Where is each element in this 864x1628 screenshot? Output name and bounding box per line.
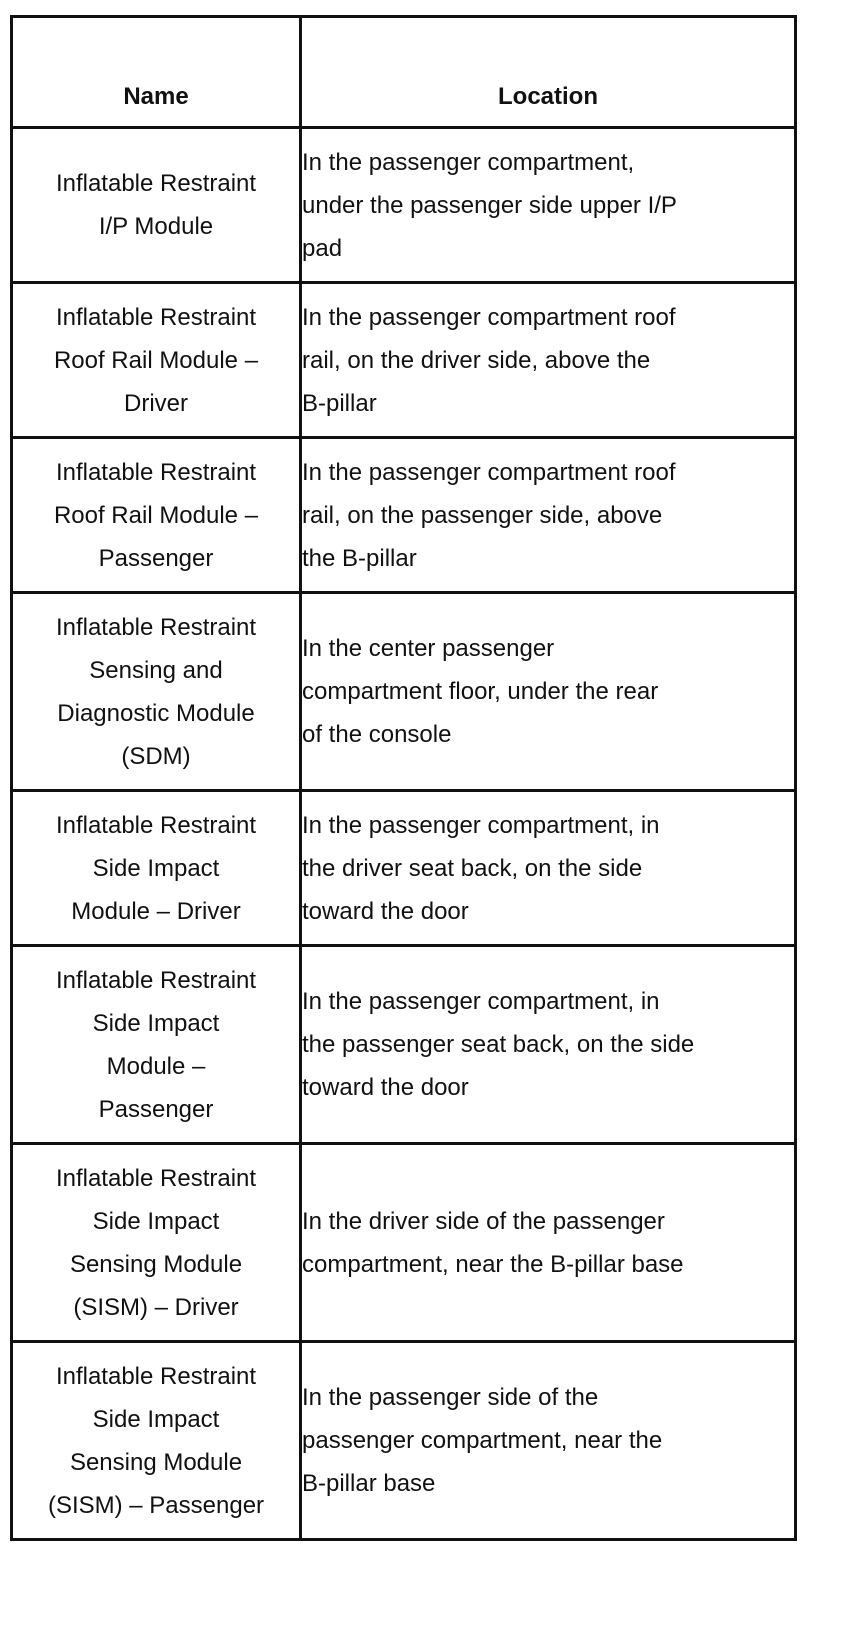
name-cell	[12, 593, 301, 791]
table-row	[12, 1144, 796, 1342]
location-text: In the passenger side of the passenger compartment, near the B-pillar base	[302, 1384, 663, 1497]
location-text: In the passenger compartment, in the passenger seat back, on the side toward the door	[302, 988, 695, 1101]
name-text: Inflatable Restraint Sensing and Diagnostic Module (SDM)	[55, 613, 257, 770]
name-text: Inflatable Restraint Side Impact Sensing Module (SISM) – Passenger	[47, 1362, 265, 1519]
location-cell	[301, 1144, 796, 1342]
table-row	[12, 283, 796, 438]
table-row	[12, 946, 796, 1144]
name-text: Inflatable Restraint Roof Rail Module – Driver	[53, 303, 259, 417]
name-text: Inflatable Restraint Roof Rail Module – Passenger	[53, 458, 259, 572]
name-cell	[12, 1144, 301, 1342]
name-text: Inflatable Restraint Side Impact Sensing Module (SISM) – Driver	[55, 1164, 257, 1321]
table-row	[12, 791, 796, 946]
location-cell	[301, 283, 796, 438]
location-cell	[301, 438, 796, 593]
header-row	[12, 17, 796, 128]
location-cell	[301, 593, 796, 791]
table-row	[12, 593, 796, 791]
name-cell	[12, 946, 301, 1144]
location-text: In the passenger compartment roof rail, on the passenger side, above the B-pillar	[302, 458, 676, 572]
location-text: In the passenger compartment, under the passenger side upper I/P pad	[302, 148, 677, 262]
location-text: In the passenger compartment, in the driver seat back, on the side toward the door	[302, 811, 660, 925]
location-text: In the passenger compartment roof rail, on the driver side, above the B-pillar	[302, 303, 676, 417]
name-cell	[12, 128, 301, 283]
location-text: In the center passenger compartment floor, under the rear of the console	[302, 635, 659, 748]
name-cell	[12, 791, 301, 946]
name-cell	[12, 1342, 301, 1540]
name-text: Inflatable Restraint Side Impact Module – Passenger	[55, 966, 257, 1123]
location-cell	[301, 128, 796, 283]
location-cell	[301, 946, 796, 1144]
component-location-table	[10, 15, 797, 1541]
name-text: Inflatable Restraint I/P Module	[55, 170, 257, 240]
name-cell	[12, 438, 301, 593]
location-cell	[301, 791, 796, 946]
table-row	[12, 128, 796, 283]
location-cell	[301, 1342, 796, 1540]
location-text: In the driver side of the passenger compartment, near the B-pillar base	[302, 1207, 684, 1278]
table-row	[12, 1342, 796, 1540]
table-row	[12, 438, 796, 593]
name-cell	[12, 283, 301, 438]
header-name: Name	[12, 17, 301, 128]
name-text: Inflatable Restraint Side Impact Module – Driver	[55, 811, 257, 925]
header-location: Location	[301, 17, 796, 128]
